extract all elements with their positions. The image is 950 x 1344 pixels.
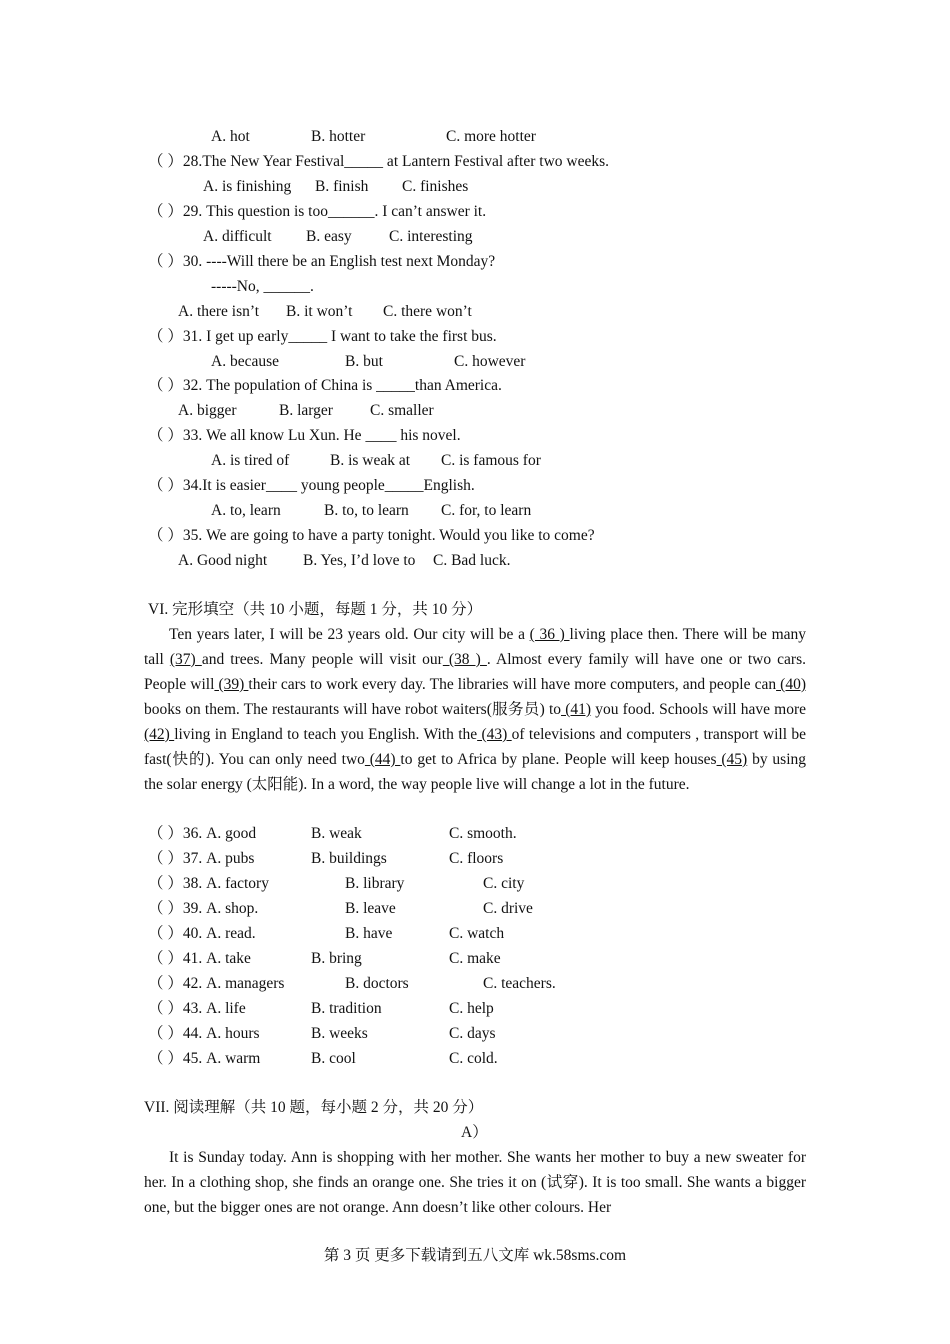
cloze-39-option-a: （ ）39. A. shop. xyxy=(148,900,259,917)
q35-option-b: B. Yes, I’d love to xyxy=(303,552,416,569)
cloze-38-option-a: （ ）38. A. factory xyxy=(148,875,269,892)
cloze-38-option-b: B. library xyxy=(345,875,405,892)
reading-passage-a: It is Sunday today. Ann is shopping with her mother. She wants her mother to buy a new sweater for her. In a clothing shop, she finds an orange one. She tries it on (试穿). It is too small. She wants a bigger one, but the bigger ones are not orange. Ann doesn’t like other colours. Her xyxy=(144,1149,806,1216)
question-30-stem: （ ）30. ----Will there be an English test next Monday? xyxy=(148,253,496,270)
question-28-stem: （ ）28.The New Year Festival_____ at Lantern Festival after two weeks. xyxy=(148,153,610,170)
question-32-stem: （ ）32. The population of China is _____than America. xyxy=(148,377,502,394)
q33-option-b: B. is weak at xyxy=(330,452,411,469)
question-29-stem: （ ）29. This question is too______. I can’t answer it. xyxy=(148,203,487,220)
q33-option-a: A. is tired of xyxy=(211,452,290,469)
cloze-45-option-b: B. cool xyxy=(311,1050,356,1067)
q31-option-a: A. because xyxy=(211,353,279,370)
section-6-heading: VI. 完形填空（共 10 小题，每题 1 分，共 10 分） xyxy=(148,601,483,618)
question-33-stem: （ ）33. We all know Lu Xun. He ____ his novel. xyxy=(148,427,461,444)
cloze-40-option-c: C. watch xyxy=(449,925,505,942)
q32-option-a: A. bigger xyxy=(178,402,237,419)
q29-option-b: B. easy xyxy=(306,228,352,245)
section-7-heading: VII. 阅读理解（共 10 题，每小题 2 分，共 20 分） xyxy=(144,1099,484,1116)
cloze-39-option-c: C. drive xyxy=(483,900,533,917)
cloze-45-option-a: （ ）45. A. warm xyxy=(148,1050,261,1067)
q35-option-a: A. Good night xyxy=(178,552,268,569)
cloze-44-option-a: （ ）44. A. hours xyxy=(148,1025,260,1042)
q29-option-a: A. difficult xyxy=(203,228,272,245)
cloze-39-option-b: B. leave xyxy=(345,900,396,917)
page-footer: 第 3 页 更多下载请到五八文库 wk.58sms.com xyxy=(323,1247,627,1264)
cloze-40-option-b: B. have xyxy=(345,925,393,942)
cloze-36-option-b: B. weak xyxy=(311,825,362,842)
q28-option-c: C. finishes xyxy=(402,178,469,195)
q35-option-c: C. Bad luck. xyxy=(433,552,511,569)
cloze-43-option-c: C. help xyxy=(449,1000,494,1017)
q32-option-c: C. smaller xyxy=(370,402,434,419)
cloze-43-option-a: （ ）43. A. life xyxy=(148,1000,246,1017)
q31-option-b: B. but xyxy=(345,353,383,370)
cloze-42-option-a: （ ）42. A. managers xyxy=(148,975,285,992)
q33-option-c: C. is famous for xyxy=(441,452,541,469)
cloze-37-option-c: C. floors xyxy=(449,850,504,867)
q34-option-c: C. for, to learn xyxy=(441,502,532,519)
cloze-44-option-c: C. days xyxy=(449,1025,496,1042)
cloze-38-option-c: C. city xyxy=(483,875,525,892)
reading-part-label: A） xyxy=(461,1124,488,1141)
q30-option-a: A. there isn’t xyxy=(178,303,260,320)
q27-option-a: A. hot xyxy=(211,128,250,145)
cloze-40-option-a: （ ）40. A. read. xyxy=(148,925,256,942)
q34-option-a: A. to, learn xyxy=(211,502,281,519)
q32-option-b: B. larger xyxy=(279,402,333,419)
cloze-36-option-c: C. smooth. xyxy=(449,825,517,842)
q27-option-b: B. hotter xyxy=(311,128,366,145)
question-35-stem: （ ）35. We are going to have a party tonight. Would you like to come? xyxy=(148,527,595,544)
cloze-37-option-b: B. buildings xyxy=(311,850,387,867)
q30-option-c: C. there won’t xyxy=(383,303,472,320)
cloze-36-option-a: （ ）36. A. good xyxy=(148,825,257,842)
q31-option-c: C. however xyxy=(454,353,526,370)
cloze-41-option-c: C. make xyxy=(449,950,501,967)
q27-option-c: C. more hotter xyxy=(446,128,536,145)
cloze-37-option-a: （ ）37. A. pubs xyxy=(148,850,255,867)
cloze-42-option-b: B. doctors xyxy=(345,975,409,992)
q28-option-a: A. is finishing xyxy=(203,178,292,195)
question-34-stem: （ ）34.It is easier____ young people_____English. xyxy=(148,477,475,494)
q30-option-b: B. it won’t xyxy=(286,303,353,320)
q28-option-b: B. finish xyxy=(315,178,369,195)
cloze-passage: Ten years later, I will be 23 years old. Our city will be a ( 36 ) living place then. There will be many tall (37) and trees. Many people will visit our (38 ) . Almost every family will have one or two cars. People will (39) their cars to work every day. The libraries will have more computers, and people can (40) books on them. The restaurants will have robot waiters(服务员) to (41) you food. Schools will have more (42) living in England to teach you English. With the (43) of televisions and computers , transport will be fast(快的). You can only need two (44) to get to Africa by plane. People will keep houses (45) by using the solar energy (太阳能). In a word, the way people live will change a lot in the future. xyxy=(144,626,807,793)
cloze-45-option-c: C. cold. xyxy=(449,1050,498,1067)
cloze-41-option-b: B. bring xyxy=(311,950,362,967)
q29-option-c: C. interesting xyxy=(389,228,473,245)
cloze-43-option-b: B. tradition xyxy=(311,1000,382,1017)
question-30-response: -----No, ______. xyxy=(211,278,314,295)
cloze-42-option-c: C. teachers. xyxy=(483,975,556,992)
cloze-44-option-b: B. weeks xyxy=(311,1025,368,1042)
question-31-stem: （ ）31. I get up early_____ I want to take the first bus. xyxy=(148,328,497,345)
q34-option-b: B. to, to learn xyxy=(324,502,409,519)
cloze-41-option-a: （ ）41. A. take xyxy=(148,950,251,967)
